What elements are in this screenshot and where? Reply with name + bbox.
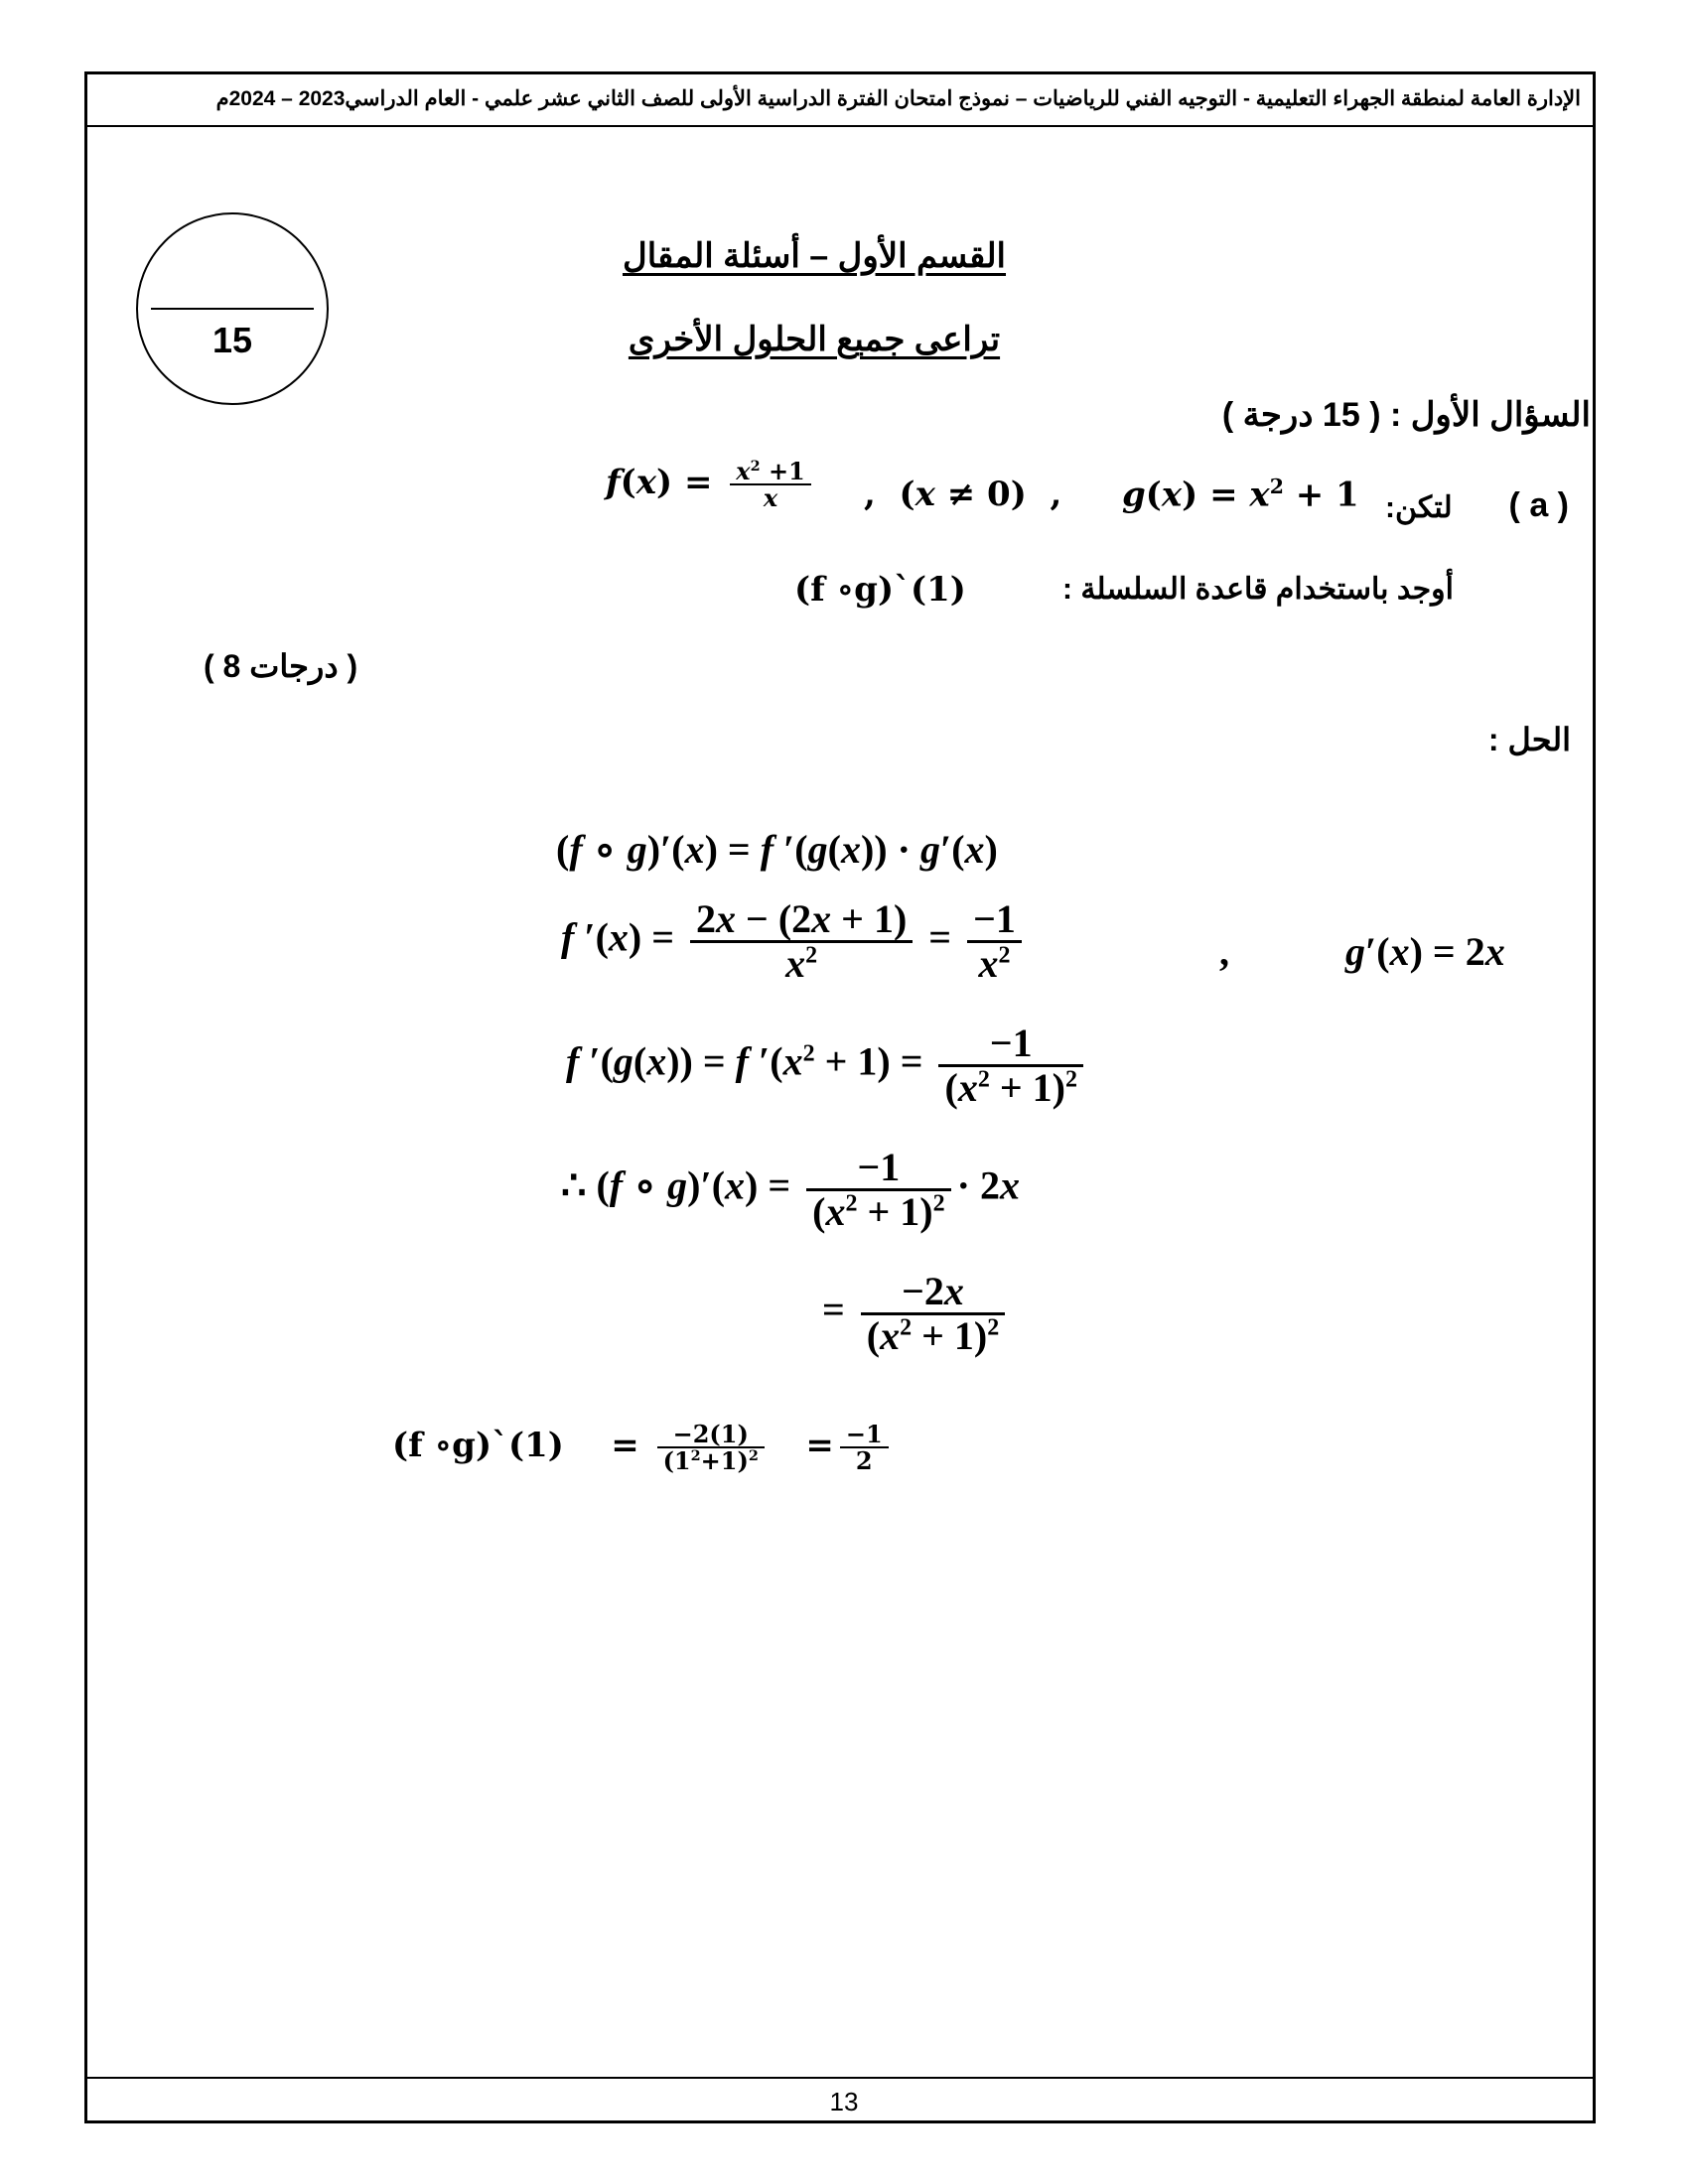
part-label: ( a ) bbox=[1508, 486, 1569, 524]
find-instruction: أوجد باستخدام قاعدة السلسلة : bbox=[1062, 573, 1454, 606]
chain-rule-line: (f ∘ g)′(x) = f ′(g(x)) · g′(x) bbox=[556, 827, 998, 872]
score-value: 15 bbox=[211, 320, 253, 360]
solution-label: الحل : bbox=[1487, 722, 1571, 757]
page-number: 13 bbox=[829, 2087, 859, 2116]
score-divider bbox=[151, 308, 314, 310]
marks-label: ( 8 درجات ) bbox=[204, 648, 358, 684]
let-text: لتكن: bbox=[1385, 491, 1453, 524]
given-f: f(x) = $\frac{x^2 +1}{x}$ bbox=[606, 459, 817, 510]
final-result-denominator: 2 bbox=[855, 1446, 873, 1476]
simplified-line: = $\frac{-2x}{(x^2 + 1)^2}$ bbox=[822, 1271, 1011, 1357]
exam-header: الإدارة العامة لمنطقة الجهراء التعليمية - التوجيه الفني للرياضيات – نموذج امتحان الفترة الدراسية الأولى للصف الثاني عشر علمي - العام الدراسي2023 – 2024م bbox=[215, 87, 1581, 110]
final-answer-line: (f ∘g)`(1) = $\frac{-2(1)}{(1^2+1)^2}$ = $\frac{-1}{2}$ bbox=[392, 1422, 895, 1473]
final-numerator: −2(1) bbox=[657, 1422, 765, 1448]
final-result-numerator: −1 bbox=[840, 1422, 889, 1448]
comma-sep: , bbox=[1219, 929, 1229, 974]
question-title: السؤال الأول : ( 15 درجة ) bbox=[1221, 396, 1591, 434]
section-subtitle: تراعى جميع الحلول الأخرى bbox=[628, 321, 1001, 358]
f-prime-line: f ′(x) = $\frac{2x - (2x + 1)}{x^2}$ = $\frac{-1}{x^2}$ bbox=[561, 898, 1028, 985]
footer-divider bbox=[87, 2077, 1593, 2079]
given-domain: , (x ≠ 0) , bbox=[864, 475, 1062, 514]
section-title: القسم الأول – أسئلة المقال bbox=[622, 237, 1007, 275]
find-expression: (f ∘g)`(1) bbox=[794, 570, 966, 610]
g-prime-line: g′(x) = 2x bbox=[1345, 929, 1505, 974]
final-lhs: (f ∘g)`(1) bbox=[392, 1426, 564, 1466]
f-prime-of-g-line: f ′(g(x)) = f $'(x^2 + 1)$ = $\frac{-1}{(x^2 + 1)^2}$ bbox=[566, 1023, 1089, 1109]
composite-derivative-line: ∴ (f ∘ g)′(x) = $\frac{-1}{(x^2 + 1)^2}$ · 2x bbox=[561, 1145, 1020, 1234]
given-g: $g(x) = x^2 + 1$ bbox=[1122, 475, 1359, 515]
header-divider bbox=[87, 125, 1593, 127]
